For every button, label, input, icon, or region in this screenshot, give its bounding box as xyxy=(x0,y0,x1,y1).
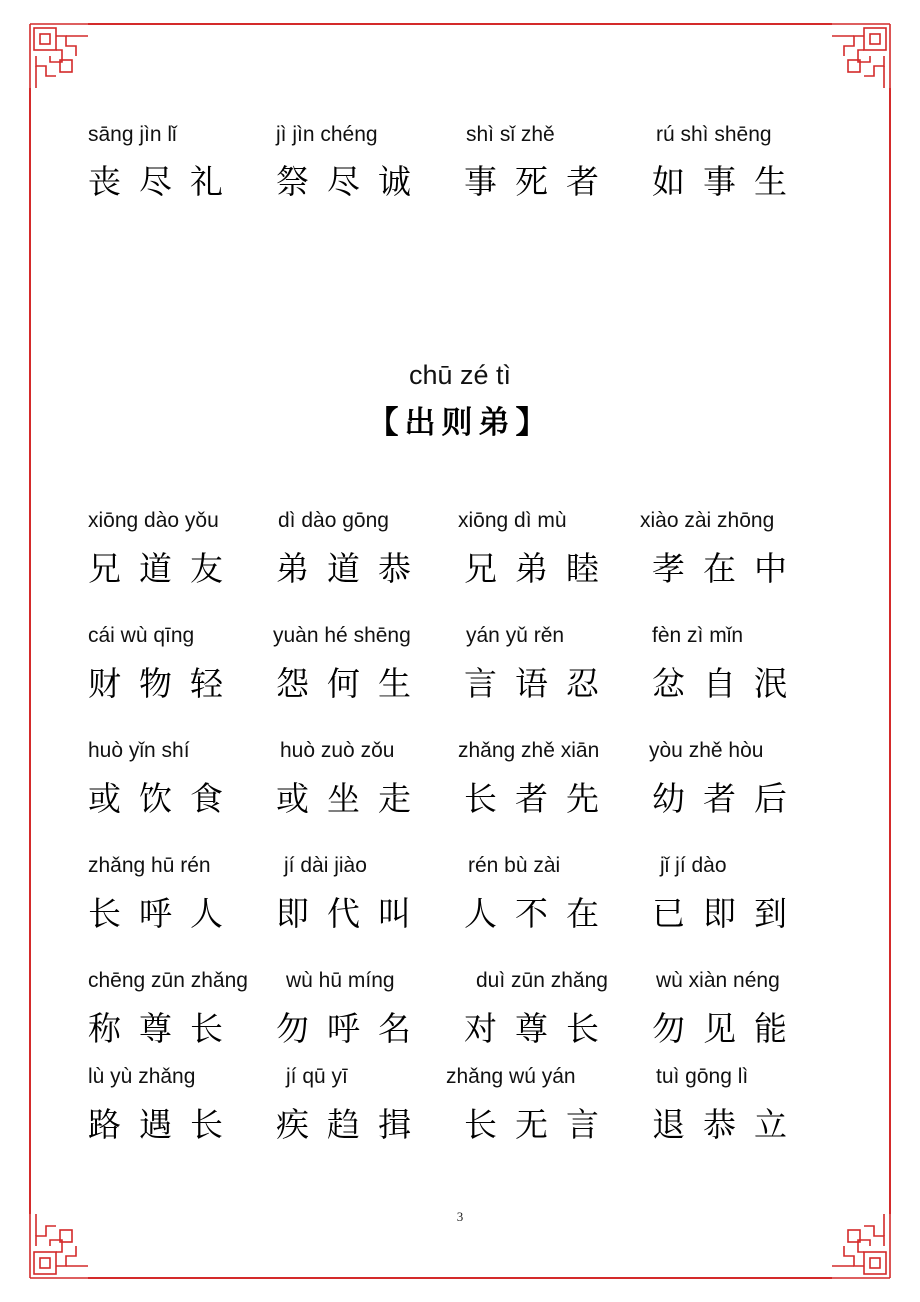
hanzi-phrase: 退恭立 xyxy=(652,1105,805,1144)
hanzi-phrase: 对尊长 xyxy=(464,1009,617,1048)
hanzi-phrase: 财物轻 xyxy=(88,664,241,703)
pinyin-line: jì jìn chéng xyxy=(276,123,378,146)
hanzi-phrase: 即代叫 xyxy=(276,894,429,933)
hanzi-phrase: 疾趋揖 xyxy=(276,1105,429,1144)
hanzi-phrase: 或坐走 xyxy=(276,779,429,818)
pinyin-line: wù hū míng xyxy=(286,969,395,992)
page-number: 3 xyxy=(456,1209,464,1224)
pinyin-line: yuàn hé shēng xyxy=(273,624,411,647)
hanzi-phrase: 孝在中 xyxy=(652,549,805,588)
pinyin-line: zhǎng hū rén xyxy=(88,854,211,877)
pinyin-line: xiào zài zhōng xyxy=(640,509,775,532)
hanzi-phrase: 长呼人 xyxy=(88,894,241,933)
pinyin-line: wù xiàn néng xyxy=(656,969,780,992)
hanzi-phrase: 长者先 xyxy=(464,779,617,818)
hanzi-phrase: 事死者 xyxy=(464,162,617,201)
hanzi-phrase: 或饮食 xyxy=(88,779,241,818)
pinyin-line: yán yǔ rěn xyxy=(466,624,565,647)
pinyin-line: sāng jìn lǐ xyxy=(88,123,177,146)
pinyin-line: huò zuò zǒu xyxy=(280,739,395,762)
hanzi-phrase: 勿见能 xyxy=(652,1009,805,1048)
pinyin-line: xiōng dì mù xyxy=(458,509,567,532)
section-title-pinyin: chū zé tì xyxy=(408,360,512,390)
hanzi-phrase: 丧尽礼 xyxy=(88,162,241,201)
pinyin-line: lù yù zhǎng xyxy=(88,1065,196,1088)
hanzi-phrase: 兄道友 xyxy=(88,549,241,588)
hanzi-phrase: 长无言 xyxy=(464,1105,617,1144)
hanzi-phrase: 兄弟睦 xyxy=(464,549,617,588)
hanzi-phrase: 路遇长 xyxy=(88,1105,241,1144)
pinyin-line: shì sǐ zhě xyxy=(466,123,555,146)
hanzi-phrase: 弟道恭 xyxy=(276,549,429,588)
hanzi-phrase: 言语忍 xyxy=(464,664,617,703)
pinyin-line: rén bù zài xyxy=(468,854,561,877)
pinyin-line: chēng zūn zhǎng xyxy=(88,969,248,992)
hanzi-phrase: 忿自泯 xyxy=(652,664,805,703)
section-title: 【出则弟】 xyxy=(367,405,553,441)
pinyin-line: tuì gōng lì xyxy=(656,1065,749,1088)
pinyin-line: rú shì shēng xyxy=(656,123,772,146)
pinyin-line: yòu zhě hòu xyxy=(649,739,764,762)
pinyin-line: dì dào gōng xyxy=(278,509,389,532)
pinyin-line: zhǎng zhě xiān xyxy=(458,739,600,762)
pinyin-line: cái wù qīng xyxy=(88,624,195,647)
hanzi-phrase: 人不在 xyxy=(464,894,617,933)
pinyin-line: jǐ jí dào xyxy=(660,854,727,877)
hanzi-phrase: 如事生 xyxy=(652,162,805,201)
pinyin-line: huò yǐn shí xyxy=(88,739,190,762)
pinyin-line: fèn zì mǐn xyxy=(652,624,744,647)
pinyin-line: zhǎng wú yán xyxy=(446,1065,576,1088)
hanzi-phrase: 幼者后 xyxy=(652,779,805,818)
pinyin-line: duì zūn zhǎng xyxy=(476,969,608,992)
hanzi-phrase: 怨何生 xyxy=(276,664,429,703)
hanzi-phrase: 勿呼名 xyxy=(276,1009,429,1048)
pinyin-line: jí qū yī xyxy=(286,1065,348,1088)
hanzi-phrase: 祭尽诚 xyxy=(276,162,429,201)
hanzi-phrase: 已即到 xyxy=(652,894,805,933)
pinyin-line: xiōng dào yǒu xyxy=(88,509,219,532)
pinyin-line: jí dài jiào xyxy=(284,854,367,877)
hanzi-phrase: 称尊长 xyxy=(88,1009,241,1048)
